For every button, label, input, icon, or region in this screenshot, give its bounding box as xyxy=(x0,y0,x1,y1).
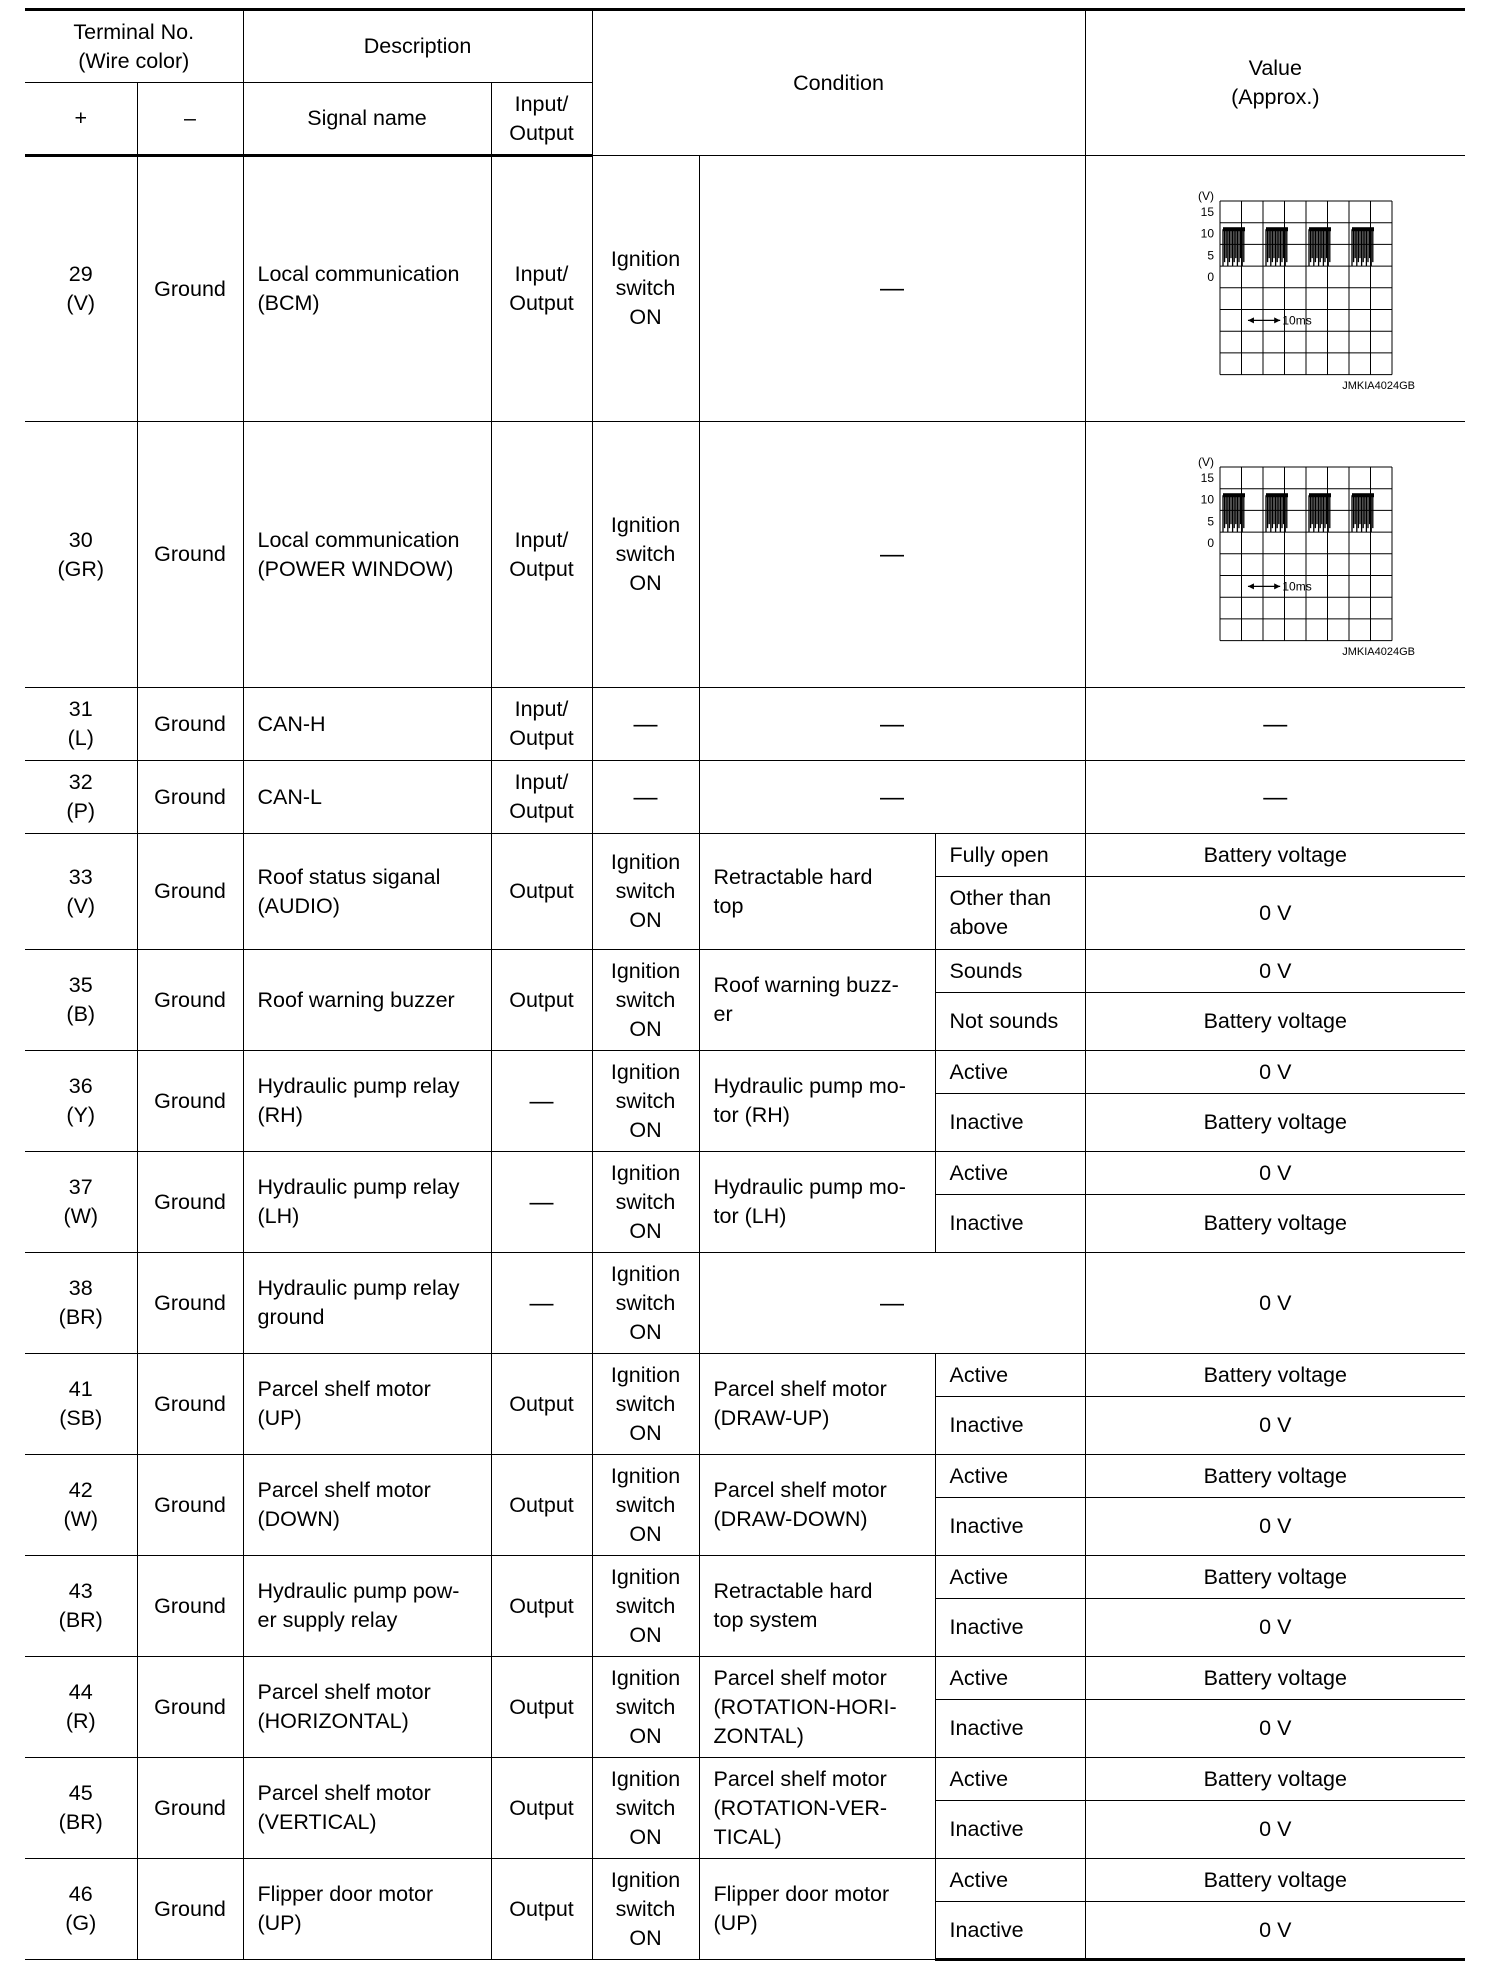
terminal-cell: 30 (GR) xyxy=(25,422,137,688)
state-cell: Inactive xyxy=(935,1700,1085,1758)
ground-cell: Ground xyxy=(137,761,243,834)
y-axis-unit: (V) xyxy=(1198,454,1215,469)
y-tick-label: 15 xyxy=(1200,470,1215,485)
waveform-figure xyxy=(1125,445,1425,665)
terminal-cell: 33 (V) xyxy=(25,834,137,950)
ground-cell: Ground xyxy=(137,1455,243,1556)
value-cell: — xyxy=(1085,761,1465,834)
state-cell: Active xyxy=(935,1152,1085,1195)
io-cell: Output xyxy=(491,950,592,1051)
io-cell: Output xyxy=(491,834,592,950)
ignition-cell: Ignition switch ON xyxy=(592,834,699,950)
condition-cell: Hydraulic pump mo- tor (LH) xyxy=(699,1152,935,1253)
io-cell: Output xyxy=(491,1455,592,1556)
state-cell: Active xyxy=(935,1556,1085,1599)
ignition-cell: Ignition switch ON xyxy=(592,1657,699,1758)
ground-cell: Ground xyxy=(137,1657,243,1758)
pulse-burst xyxy=(1266,495,1287,532)
io-cell: Output xyxy=(491,1354,592,1455)
value-cell: Battery voltage xyxy=(1085,1455,1465,1498)
y-tick-label: 10 xyxy=(1200,492,1215,507)
state-cell: Inactive xyxy=(935,1498,1085,1556)
pulse-burst xyxy=(1223,229,1244,266)
value-cell: 0 V xyxy=(1085,1599,1465,1657)
io-cell: — xyxy=(491,1152,592,1253)
state-cell: Active xyxy=(935,1657,1085,1700)
pulse-top xyxy=(1352,227,1374,231)
state-cell: Fully open xyxy=(935,834,1085,877)
condition-cell: Hydraulic pump mo- tor (RH) xyxy=(699,1051,935,1152)
condition-cell: Retractable hard top xyxy=(699,834,935,950)
condition-cell: Flipper door motor (UP) xyxy=(699,1859,935,1960)
condition-cell: Retractable hard top system xyxy=(699,1556,935,1657)
ground-cell: Ground xyxy=(137,1051,243,1152)
waveform-figure xyxy=(1125,179,1425,399)
value-cell: 0 V xyxy=(1085,1902,1465,1960)
ignition-cell: Ignition switch ON xyxy=(592,1556,699,1657)
ground-cell: Ground xyxy=(137,1556,243,1657)
waveform-cell xyxy=(1085,156,1465,422)
ground-cell: Ground xyxy=(137,950,243,1051)
ground-cell: Ground xyxy=(137,422,243,688)
condition-cell: Parcel shelf motor (ROTATION-VER- TICAL) xyxy=(699,1758,935,1859)
signal-cell: Parcel shelf motor (UP) xyxy=(243,1354,491,1455)
value-cell: — xyxy=(1085,688,1465,761)
ignition-cell: Ignition switch ON xyxy=(592,156,699,422)
io-cell: — xyxy=(491,1253,592,1354)
table-row xyxy=(25,1859,1465,1902)
value-cell: Battery voltage xyxy=(1085,1094,1465,1152)
y-tick-label: 5 xyxy=(1207,513,1215,528)
signal-cell: Parcel shelf motor (HORIZONTAL) xyxy=(243,1657,491,1758)
condition-cell: Parcel shelf motor (ROTATION-HORI- ZONTAL) xyxy=(699,1657,935,1758)
value-header: Value (Approx.) xyxy=(1085,10,1465,156)
header-row-1 xyxy=(25,10,1465,83)
signal-cell: CAN-H xyxy=(243,688,491,761)
state-cell: Active xyxy=(935,1354,1085,1397)
state-cell: Inactive xyxy=(935,1801,1085,1859)
table-row xyxy=(25,1758,1465,1801)
signal-cell: Roof warning buzzer xyxy=(243,950,491,1051)
state-cell: Other than above xyxy=(935,877,1085,950)
state-cell: Inactive xyxy=(935,1397,1085,1455)
table-row xyxy=(25,950,1465,993)
y-tick-label: 5 xyxy=(1207,247,1215,262)
terminal-spec-sheet xyxy=(25,8,1465,1961)
description-header: Description xyxy=(243,10,592,83)
value-cell: Battery voltage xyxy=(1085,1859,1465,1902)
terminal-cell: 41 (SB) xyxy=(25,1354,137,1455)
state-cell: Inactive xyxy=(935,1902,1085,1960)
table-row xyxy=(25,834,1465,877)
ignition-cell: Ignition switch ON xyxy=(592,1758,699,1859)
signal-cell: Hydraulic pump pow- er supply relay xyxy=(243,1556,491,1657)
state-cell: Inactive xyxy=(935,1195,1085,1253)
pulse-top xyxy=(1352,493,1374,497)
time-scale-label: 10ms xyxy=(1282,578,1312,593)
ignition-cell: — xyxy=(592,761,699,834)
terminal-cell: 31 (L) xyxy=(25,688,137,761)
io-cell: Output xyxy=(491,1758,592,1859)
pulse-burst xyxy=(1309,229,1330,266)
state-cell: Sounds xyxy=(935,950,1085,993)
io-cell: — xyxy=(491,1051,592,1152)
value-cell: 0 V xyxy=(1085,1700,1465,1758)
terminal-cell: 35 (B) xyxy=(25,950,137,1051)
pulse-top xyxy=(1266,493,1288,497)
value-cell: 0 V xyxy=(1085,1801,1465,1859)
state-cell: Active xyxy=(935,1455,1085,1498)
io-header: Input/ Output xyxy=(491,83,592,156)
table-row xyxy=(25,1455,1465,1498)
io-cell: Input/ Output xyxy=(491,156,592,422)
condition-cell: — xyxy=(699,688,1085,761)
ignition-cell: Ignition switch ON xyxy=(592,1354,699,1455)
signal-cell: CAN-L xyxy=(243,761,491,834)
y-tick-label: 0 xyxy=(1207,269,1215,284)
ignition-cell: Ignition switch ON xyxy=(592,1152,699,1253)
figure-id: JMKIA4024GB xyxy=(1342,645,1416,658)
condition-cell: Parcel shelf motor (DRAW-DOWN) xyxy=(699,1455,935,1556)
io-cell: Output xyxy=(491,1556,592,1657)
pulse-top xyxy=(1309,227,1331,231)
condition-header: Condition xyxy=(592,10,1085,156)
terminal-cell: 43 (BR) xyxy=(25,1556,137,1657)
pulse-top xyxy=(1223,227,1245,231)
ignition-cell: — xyxy=(592,688,699,761)
value-cell: Battery voltage xyxy=(1085,1556,1465,1599)
signal-cell: Hydraulic pump relay (RH) xyxy=(243,1051,491,1152)
condition-cell: — xyxy=(699,422,1085,688)
terminal-cell: 44 (R) xyxy=(25,1657,137,1758)
terminal-table xyxy=(25,8,1465,1961)
table-row xyxy=(25,761,1465,834)
terminal-no-header: Terminal No. (Wire color) xyxy=(25,10,243,83)
ignition-cell: Ignition switch ON xyxy=(592,422,699,688)
ignition-cell: Ignition switch ON xyxy=(592,1253,699,1354)
pulse-top xyxy=(1223,493,1245,497)
ignition-cell: Ignition switch ON xyxy=(592,1455,699,1556)
terminal-cell: 38 (BR) xyxy=(25,1253,137,1354)
condition-cell: — xyxy=(699,1253,1085,1354)
io-cell: Output xyxy=(491,1657,592,1758)
ignition-cell: Ignition switch ON xyxy=(592,950,699,1051)
y-tick-label: 0 xyxy=(1207,535,1215,550)
arrow-head-left xyxy=(1248,583,1254,589)
signal-cell: Local communication (BCM) xyxy=(243,156,491,422)
waveform-cell xyxy=(1085,422,1465,688)
table-row xyxy=(25,1657,1465,1700)
condition-cell: — xyxy=(699,156,1085,422)
table-row xyxy=(25,1253,1465,1354)
arrow-head-left xyxy=(1248,317,1254,323)
ground-cell: Ground xyxy=(137,1152,243,1253)
value-cell: 0 V xyxy=(1085,1397,1465,1455)
signal-cell: Hydraulic pump relay ground xyxy=(243,1253,491,1354)
value-cell: 0 V xyxy=(1085,1253,1465,1354)
y-tick-label: 15 xyxy=(1200,204,1215,219)
pulse-burst xyxy=(1352,495,1373,532)
table-row xyxy=(25,1556,1465,1599)
value-cell: Battery voltage xyxy=(1085,834,1465,877)
arrow-head-right xyxy=(1274,583,1280,589)
state-cell: Inactive xyxy=(935,1094,1085,1152)
pulse-burst xyxy=(1266,229,1287,266)
value-cell: 0 V xyxy=(1085,877,1465,950)
ground-cell: Ground xyxy=(137,1253,243,1354)
time-scale-label: 10ms xyxy=(1282,312,1312,327)
pulse-burst xyxy=(1223,495,1244,532)
pulse-burst xyxy=(1309,495,1330,532)
value-cell: 0 V xyxy=(1085,1498,1465,1556)
value-cell: Battery voltage xyxy=(1085,1354,1465,1397)
plus-header: + xyxy=(25,83,137,156)
signal-cell: Hydraulic pump relay (LH) xyxy=(243,1152,491,1253)
signal-cell: Flipper door motor (UP) xyxy=(243,1859,491,1960)
arrow-head-right xyxy=(1274,317,1280,323)
value-cell: 0 V xyxy=(1085,1152,1465,1195)
value-cell: Battery voltage xyxy=(1085,993,1465,1051)
table-row xyxy=(25,1152,1465,1195)
value-cell: Battery voltage xyxy=(1085,1195,1465,1253)
y-axis-unit: (V) xyxy=(1198,188,1215,203)
signal-cell: Parcel shelf motor (VERTICAL) xyxy=(243,1758,491,1859)
ground-cell: Ground xyxy=(137,1354,243,1455)
pulse-burst xyxy=(1352,229,1373,266)
y-tick-label: 10 xyxy=(1200,226,1215,241)
io-cell: Input/ Output xyxy=(491,422,592,688)
condition-cell: Parcel shelf motor (DRAW-UP) xyxy=(699,1354,935,1455)
state-cell: Not sounds xyxy=(935,993,1085,1051)
value-cell: 0 V xyxy=(1085,1051,1465,1094)
terminal-cell: 36 (Y) xyxy=(25,1051,137,1152)
signal-cell: Local communication (POWER WINDOW) xyxy=(243,422,491,688)
state-cell: Active xyxy=(935,1051,1085,1094)
state-cell: Inactive xyxy=(935,1599,1085,1657)
ignition-cell: Ignition switch ON xyxy=(592,1051,699,1152)
figure-id: JMKIA4024GB xyxy=(1342,379,1416,392)
signal-cell: Parcel shelf motor (DOWN) xyxy=(243,1455,491,1556)
pulse-top xyxy=(1266,227,1288,231)
state-cell: Active xyxy=(935,1859,1085,1902)
io-cell: Input/ Output xyxy=(491,688,592,761)
condition-cell: Roof warning buzz- er xyxy=(699,950,935,1051)
terminal-cell: 45 (BR) xyxy=(25,1758,137,1859)
terminal-cell: 42 (W) xyxy=(25,1455,137,1556)
ground-cell: Ground xyxy=(137,156,243,422)
table-row xyxy=(25,1051,1465,1094)
table-row xyxy=(25,688,1465,761)
terminal-cell: 46 (G) xyxy=(25,1859,137,1960)
terminal-cell: 37 (W) xyxy=(25,1152,137,1253)
io-cell: Output xyxy=(491,1859,592,1960)
table-row xyxy=(25,156,1465,422)
value-cell: Battery voltage xyxy=(1085,1758,1465,1801)
condition-cell: — xyxy=(699,761,1085,834)
table-row xyxy=(25,1354,1465,1397)
ground-cell: Ground xyxy=(137,688,243,761)
signal-cell: Roof status siganal (AUDIO) xyxy=(243,834,491,950)
terminal-cell: 29 (V) xyxy=(25,156,137,422)
io-cell: Input/ Output xyxy=(491,761,592,834)
value-cell: Battery voltage xyxy=(1085,1657,1465,1700)
pulse-top xyxy=(1309,493,1331,497)
terminal-cell: 32 (P) xyxy=(25,761,137,834)
value-cell: 0 V xyxy=(1085,950,1465,993)
minus-header: – xyxy=(137,83,243,156)
signal-name-header: Signal name xyxy=(243,83,491,156)
ground-cell: Ground xyxy=(137,834,243,950)
ground-cell: Ground xyxy=(137,1758,243,1859)
table-row xyxy=(25,422,1465,688)
state-cell: Active xyxy=(935,1758,1085,1801)
ignition-cell: Ignition switch ON xyxy=(592,1859,699,1960)
ground-cell: Ground xyxy=(137,1859,243,1960)
